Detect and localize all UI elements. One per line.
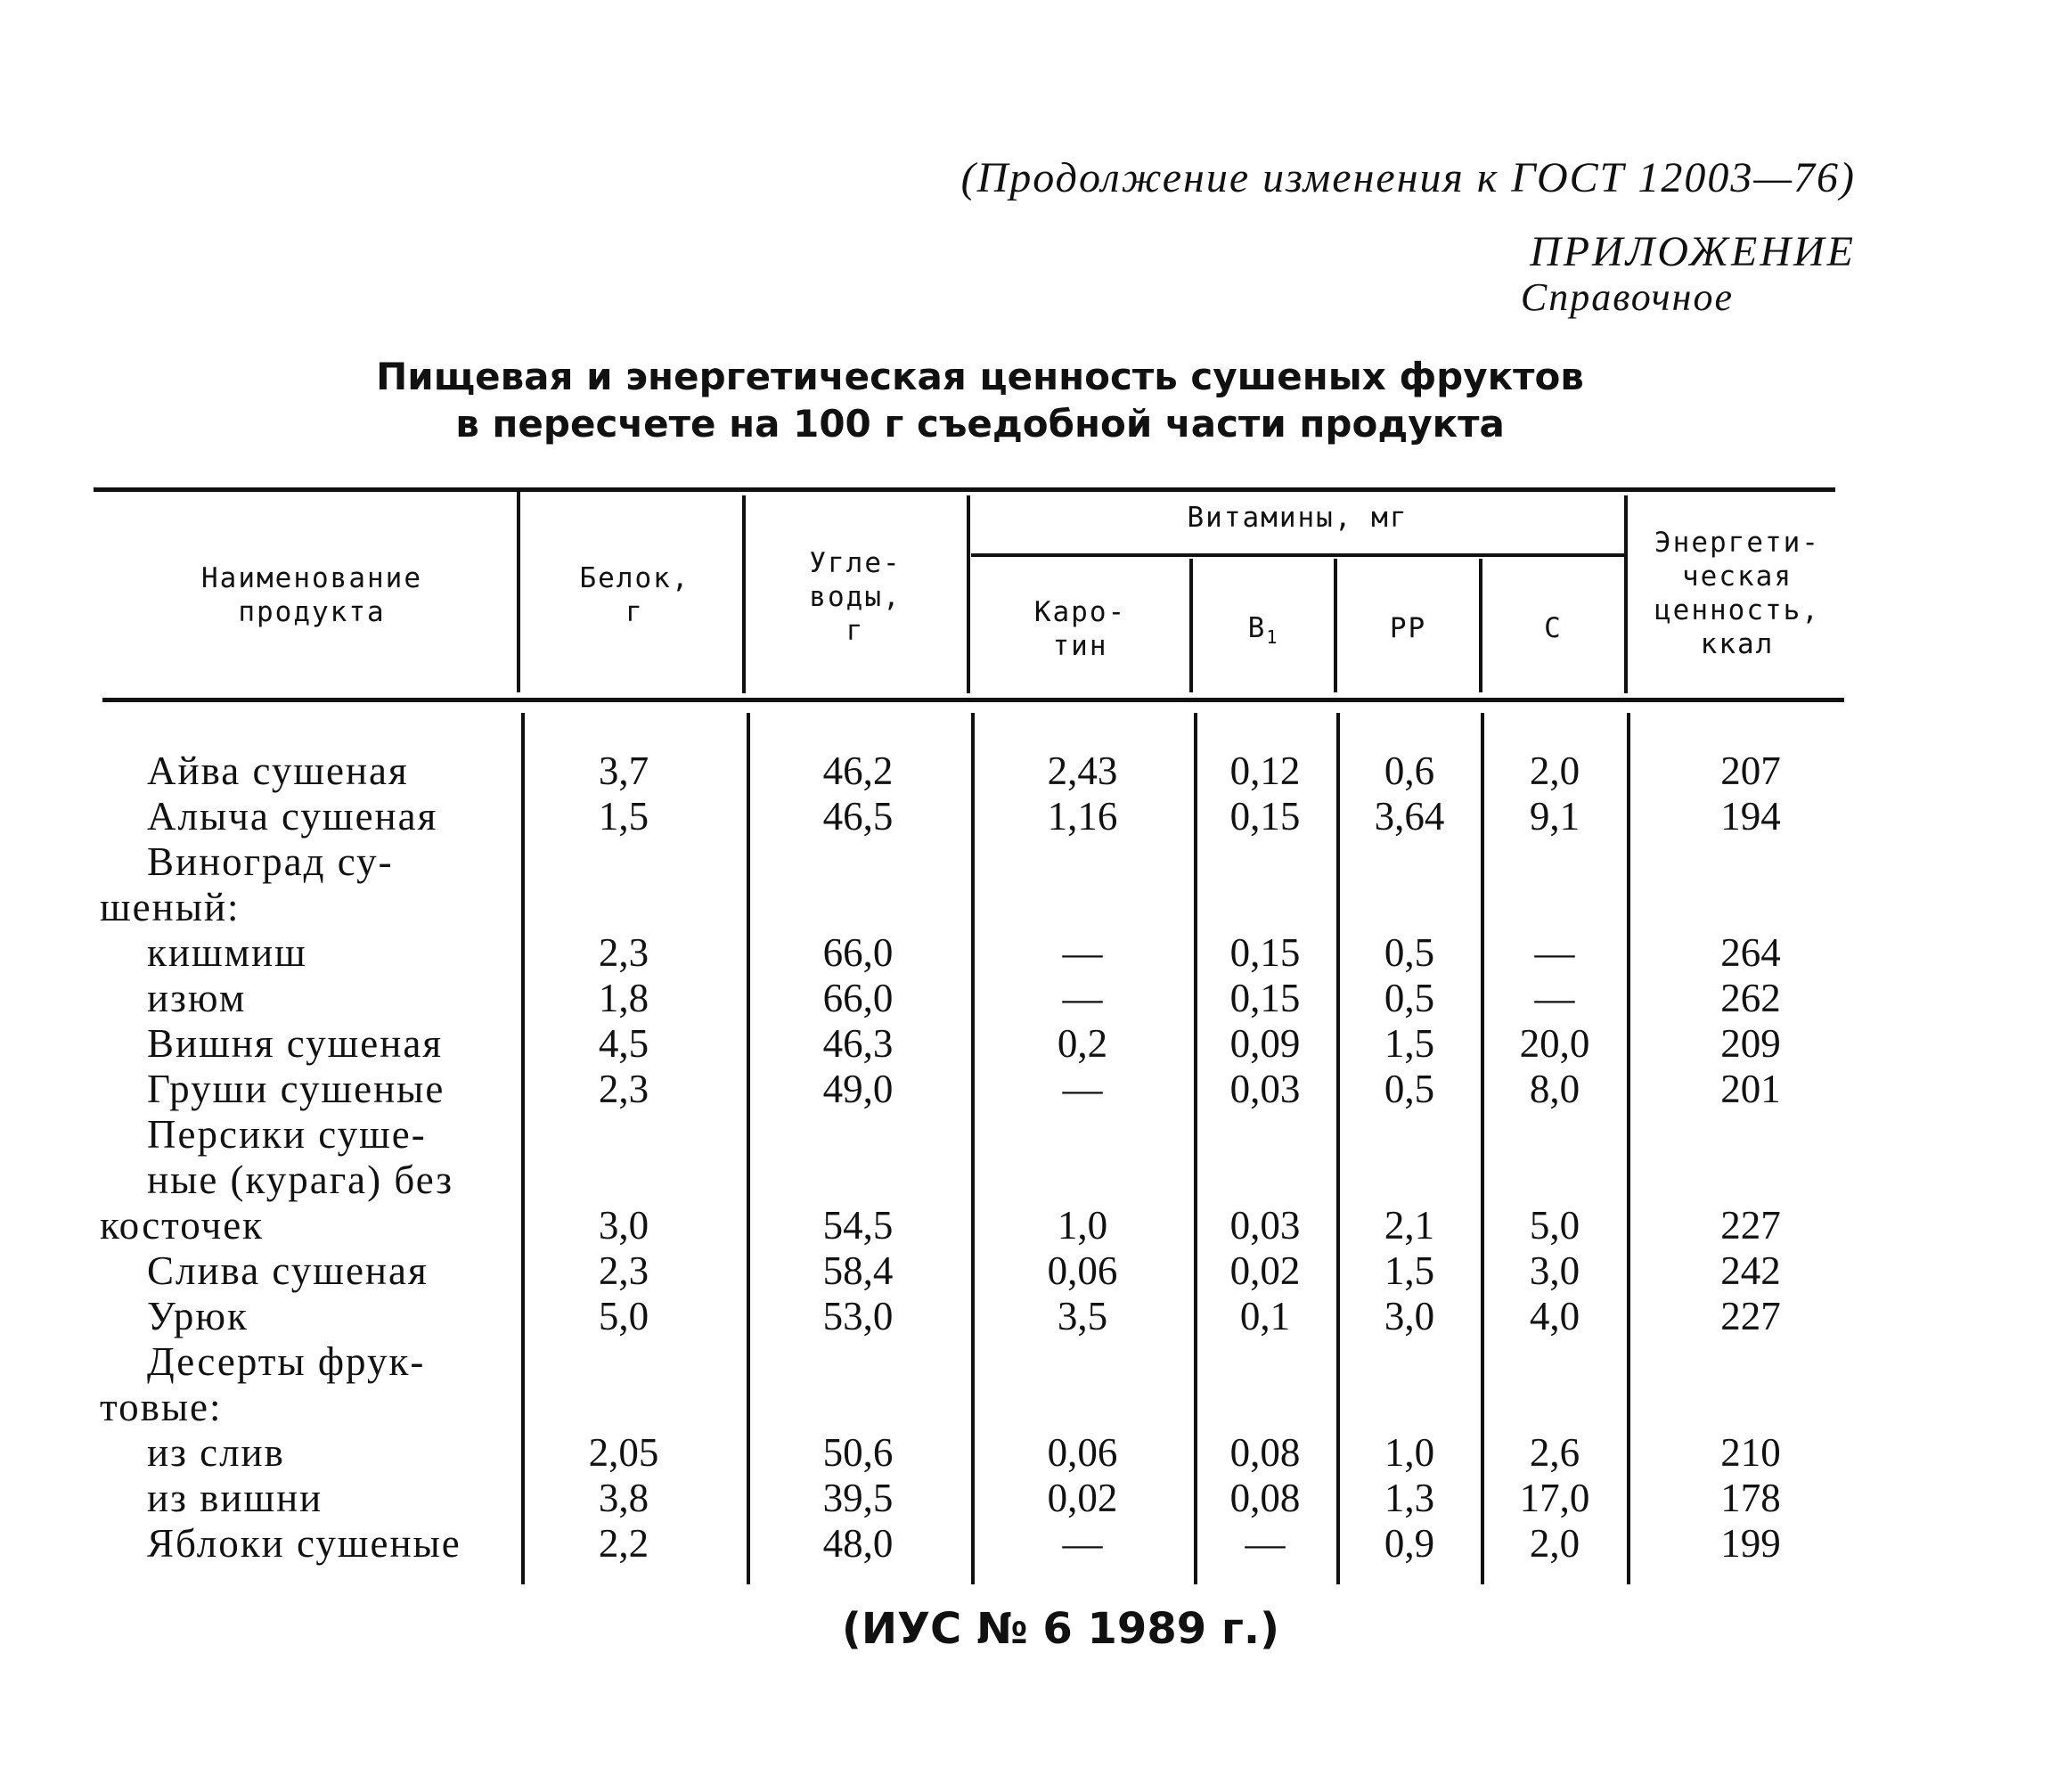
- body-divider: [1627, 713, 1630, 1584]
- body-divider: [1336, 713, 1340, 1584]
- cell-carotene: 0,06: [1047, 1430, 1118, 1475]
- cell-c: 5,0: [1529, 1203, 1580, 1248]
- body-divider: [1481, 713, 1484, 1584]
- product-name: кишмиш: [147, 930, 307, 975]
- header-pp: PP: [1389, 612, 1427, 644]
- cell-protein: 1,5: [598, 794, 649, 839]
- cell-b1: 0,08: [1229, 1430, 1301, 1475]
- cell-protein: 2,3: [598, 1248, 649, 1293]
- cell-pp: 0,9: [1384, 1521, 1435, 1566]
- cell-pp: 0,6: [1384, 749, 1435, 793]
- cell-carbs: 66,0: [822, 930, 894, 975]
- header-protein: Белок, г: [579, 562, 690, 628]
- body-divider: [521, 713, 525, 1584]
- cell-pp: 0,5: [1384, 976, 1435, 1020]
- cell-protein: 5,0: [598, 1294, 649, 1338]
- product-name: косточек: [100, 1203, 265, 1248]
- cell-carbs: 66,0: [822, 976, 894, 1020]
- cell-protein: 2,2: [598, 1521, 649, 1566]
- product-name: ные (курага) без: [147, 1158, 453, 1202]
- cell-protein: 3,0: [598, 1203, 649, 1248]
- product-name: шеный:: [100, 885, 241, 929]
- product-name: Виноград су-: [147, 839, 394, 884]
- cell-carbs: 46,5: [822, 794, 894, 839]
- cell-carbs: 58,4: [822, 1248, 894, 1293]
- cell-c: 8,0: [1529, 1067, 1580, 1111]
- cell-protein: 1,8: [598, 976, 649, 1020]
- cell-carotene: 1,0: [1057, 1203, 1108, 1248]
- cell-carbs: 46,2: [822, 749, 894, 793]
- cell-energy: 210: [1720, 1430, 1781, 1475]
- cell-carotene: 2,43: [1047, 749, 1118, 793]
- cell-c: 2,0: [1529, 1521, 1580, 1566]
- reference-label: Справочное: [1520, 275, 1734, 319]
- cell-b1: 0,03: [1229, 1203, 1301, 1248]
- product-name: Груши сушеные: [147, 1067, 445, 1111]
- header-divider: [1624, 495, 1628, 693]
- product-name: Урюк: [147, 1294, 249, 1338]
- cell-b1: 0,08: [1229, 1476, 1301, 1520]
- header-c: C: [1544, 612, 1563, 644]
- cell-c: —: [1534, 930, 1575, 975]
- cell-c: 20,0: [1519, 1021, 1590, 1066]
- cell-b1: 0,15: [1229, 976, 1301, 1020]
- cell-pp: 1,0: [1384, 1430, 1435, 1475]
- appendix-label: ПРИЛОЖЕНИЕ: [1530, 228, 1856, 275]
- product-name: Десерты фрук-: [147, 1339, 426, 1384]
- cell-energy: 264: [1720, 930, 1781, 975]
- cell-pp: 0,5: [1384, 1067, 1435, 1111]
- cell-protein: 2,05: [588, 1430, 659, 1475]
- table-title-line-2: в пересчете на 100 г съедобной части продукта: [455, 402, 1505, 446]
- cell-protein: 4,5: [598, 1021, 649, 1066]
- header-b1: $B_1$: [1247, 612, 1279, 649]
- cell-energy: 207: [1720, 749, 1781, 793]
- cell-energy: 199: [1720, 1521, 1781, 1566]
- cell-carotene: 3,5: [1057, 1294, 1108, 1338]
- cell-energy: 227: [1720, 1203, 1781, 1248]
- cell-carotene: —: [1062, 1521, 1103, 1566]
- cell-pp: 2,1: [1384, 1203, 1435, 1248]
- cell-carbs: 39,5: [822, 1476, 894, 1520]
- cell-b1: 0,15: [1229, 930, 1301, 975]
- cell-carbs: 53,0: [822, 1294, 894, 1338]
- cell-carotene: —: [1062, 930, 1103, 975]
- cell-carotene: —: [1062, 1067, 1103, 1111]
- cell-energy: 178: [1720, 1476, 1781, 1520]
- product-name: Вишня сушеная: [147, 1021, 444, 1066]
- cell-carbs: 50,6: [822, 1430, 894, 1475]
- product-name: из слив: [147, 1430, 285, 1475]
- cell-carbs: 54,5: [822, 1203, 894, 1248]
- cell-energy: 227: [1720, 1294, 1781, 1338]
- product-name: Алыча сушеная: [147, 794, 438, 839]
- cell-protein: 2,3: [598, 930, 649, 975]
- header-carbs: Угле- воды, г: [809, 547, 902, 647]
- cell-b1: 0,09: [1229, 1021, 1301, 1066]
- cell-energy: 242: [1720, 1248, 1781, 1293]
- product-name: товые:: [100, 1385, 223, 1429]
- top-rule: [94, 487, 1835, 492]
- cell-b1: 0,12: [1229, 749, 1301, 793]
- cell-carotene: 0,02: [1047, 1476, 1118, 1520]
- product-name: из вишни: [147, 1476, 323, 1520]
- cell-b1: 0,02: [1229, 1248, 1301, 1293]
- cell-pp: 1,3: [1384, 1476, 1435, 1520]
- body-divider: [971, 713, 975, 1584]
- header-bottom-rule: [102, 698, 1844, 702]
- header-divider: [967, 495, 970, 693]
- cell-energy: 194: [1720, 794, 1781, 839]
- table-title-line-1: Пищевая и энергетическая ценность сушеных фруктов: [376, 355, 1584, 398]
- cell-c: 3,0: [1529, 1248, 1580, 1293]
- cell-energy: 209: [1720, 1021, 1781, 1066]
- cell-pp: 0,5: [1384, 930, 1435, 975]
- footer-source: (ИУС № 6 1989 г.): [841, 1604, 1280, 1654]
- product-name: изюм: [147, 976, 247, 1020]
- cell-carbs: 49,0: [822, 1067, 894, 1111]
- cell-c: 2,6: [1529, 1430, 1580, 1475]
- vitamins-underline: [971, 553, 1624, 557]
- cell-b1: 0,1: [1239, 1294, 1291, 1338]
- product-name: Персики суше-: [147, 1112, 427, 1157]
- cell-pp: 3,0: [1384, 1294, 1435, 1338]
- header-divider: [517, 492, 520, 692]
- cell-pp: 3,64: [1374, 794, 1445, 839]
- body-divider: [1194, 713, 1197, 1584]
- cell-pp: 1,5: [1384, 1021, 1435, 1066]
- cell-c: 2,0: [1529, 749, 1580, 793]
- cell-c: 9,1: [1529, 794, 1580, 839]
- cell-c: —: [1534, 976, 1575, 1020]
- continuation-note: (Продолжение изменения к ГОСТ 12003—76): [960, 154, 1856, 201]
- cell-carbs: 48,0: [822, 1521, 894, 1566]
- cell-pp: 1,5: [1384, 1248, 1435, 1293]
- header-divider: [742, 495, 746, 693]
- product-name: Слива сушеная: [147, 1248, 429, 1293]
- cell-c: 17,0: [1519, 1476, 1590, 1520]
- cell-b1: 0,03: [1229, 1067, 1301, 1111]
- header-carotene: Каро- тин: [1033, 596, 1127, 662]
- header-name: Наименование продукта: [201, 562, 422, 628]
- header-energy: Энергети- ческая ценность, ккал: [1654, 527, 1820, 660]
- cell-protein: 2,3: [598, 1067, 649, 1111]
- body-divider: [747, 713, 750, 1584]
- cell-carotene: 0,2: [1057, 1021, 1108, 1066]
- product-name: Айва сушеная: [147, 749, 409, 793]
- cell-energy: 262: [1720, 976, 1781, 1020]
- cell-protein: 3,7: [598, 749, 649, 793]
- cell-carbs: 46,3: [822, 1021, 894, 1066]
- cell-carotene: 0,06: [1047, 1248, 1118, 1293]
- cell-protein: 3,8: [598, 1476, 649, 1520]
- cell-b1: —: [1245, 1521, 1286, 1566]
- cell-carotene: —: [1062, 976, 1103, 1020]
- cell-energy: 201: [1720, 1067, 1781, 1111]
- cell-c: 4,0: [1529, 1294, 1580, 1338]
- header-vitamins: Витамины, мг: [1187, 502, 1409, 534]
- cell-carotene: 1,16: [1047, 794, 1118, 839]
- product-name: Яблоки сушеные: [147, 1521, 461, 1566]
- cell-b1: 0,15: [1229, 794, 1301, 839]
